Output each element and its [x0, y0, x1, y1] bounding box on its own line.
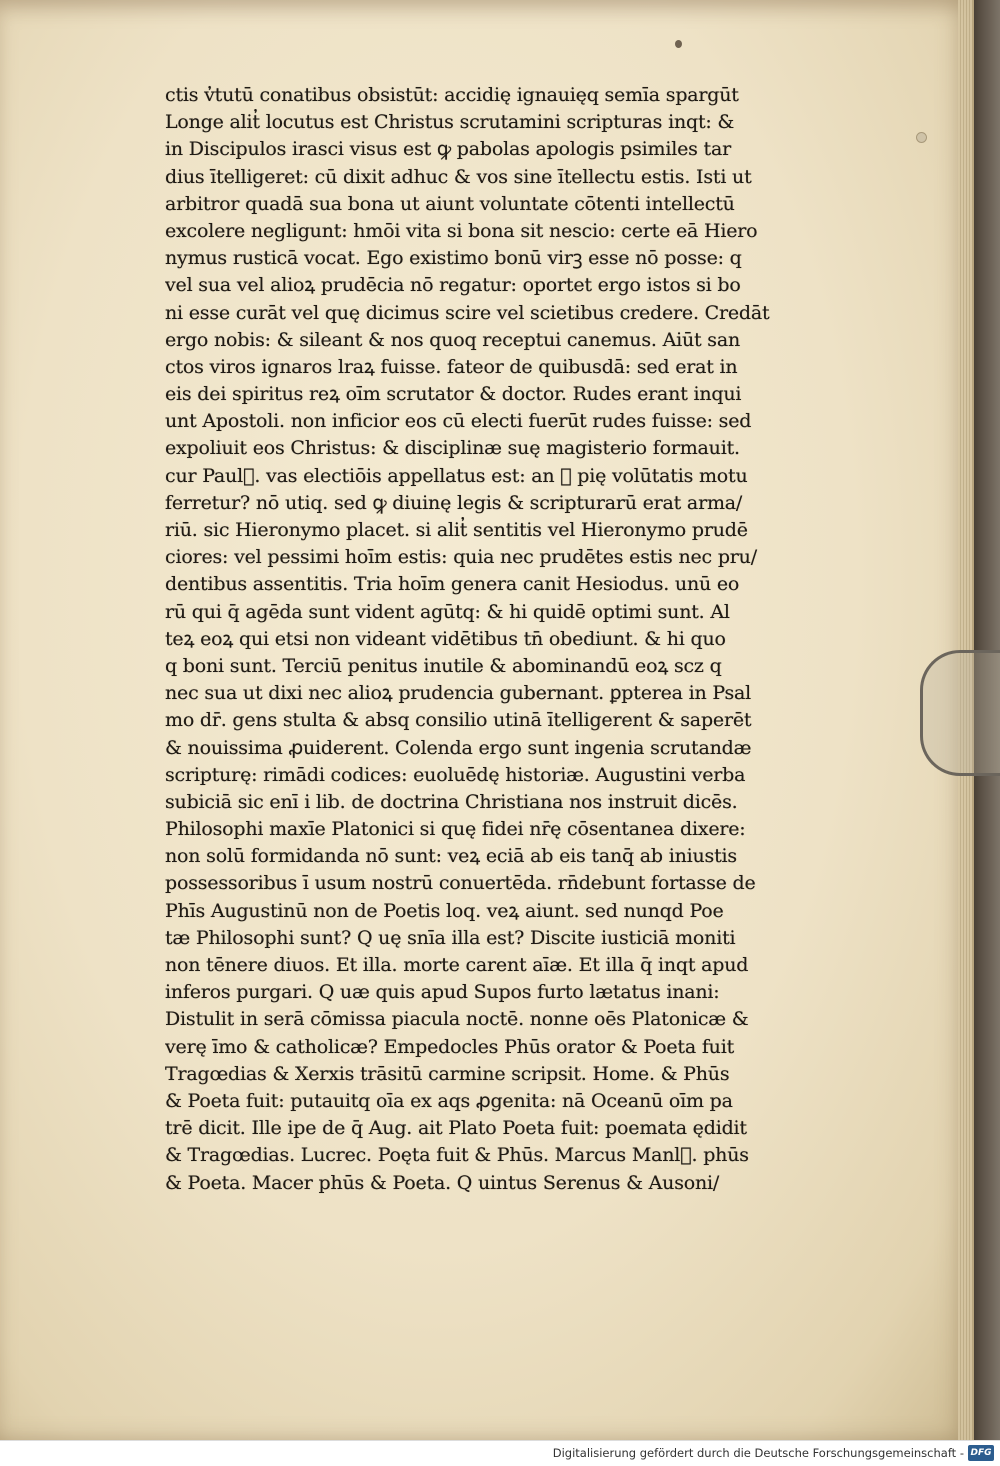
text-line: dentibus assentitis. Tria hoīm genera canit Hesiodus. unū eo [165, 573, 740, 596]
text-line: excolere negligunt: hmōi vita si bona sit nescio: certe eā Hiero [165, 219, 758, 242]
text-line: tæ Philosophi sunt? Q uę snīa illa est? Discite iusticiā moniti [165, 926, 736, 949]
text-line: teꝝ eoꝝ qui etsi non videant vidētibus tn̄ obediunt. & hi quo [165, 627, 726, 650]
text-line: cur Paul᷑. vas electiōis appellatus est: an ꝙ pię volūtatis motu [165, 464, 748, 487]
text-line: trē dicit. Ille ipe de q̄ Aug. ait Plato Poeta fuit: poemata ędidit [165, 1117, 747, 1140]
text-line: eis dei spiritus reꝝ oīm scrutator & doctor. Rudes erant inqui [165, 383, 742, 406]
paper-hole [916, 132, 927, 143]
text-line: non solū formidanda nō sunt: veꝝ eciā ab eis tanq̄ ab iniustis [165, 845, 737, 868]
text-line: subiciā sic enī i lib. de doctrina Christiana nos instruit dicēs. [165, 790, 738, 813]
text-line: mo dr̄. gens stulta & absq consilio utinā ītelligerent & saperēt [165, 709, 752, 732]
footer-bar [0, 1440, 1000, 1466]
funding-note: Digitalisierung gefördert durch die Deutsche Forschungsgemeinschaft - [552, 1446, 964, 1460]
text-line: Philosophi maxīe Platonici si quę fidei nr̄ę cōsentanea dixere: [165, 818, 746, 841]
text-line: ctis v̓tutū conatibus obsistūt: accidię ignauięq semīa spargūt [165, 84, 739, 106]
text-line: ni esse curāt vel quę dicimus scire vel scietibus credere. Credāt [165, 301, 770, 324]
text-line: vel sua vel alioꝝ prudēcia nō regatur: oportet ergo istos si bo [165, 274, 741, 297]
text-line: riū. sic Hieronymo placet. si alit̓ sentitis vel Hieronymo prudē [165, 519, 748, 541]
text-line: non tēnere diuos. Et illa. morte carent aīæ. Et illa q̄ inqt apud [165, 954, 749, 976]
text-line: ciores: vel pessimi hoīm estis: quia nec prudētes estis nec pru/ [165, 546, 757, 569]
text-line: Longe alit̓ locutus est Christus scrutamini scripturas inqt: & [165, 111, 735, 134]
text-line: & nouissima ꝓuiderent. Colenda ergo sunt ingenia scrutandæ [165, 736, 752, 759]
text-line: rū qui q̄ agēda sunt vident agūtq: & hi quidē optimi sunt. Al [165, 600, 730, 623]
text-line: & Tragœdias. Lucrec. Poęta fuit & Phūs. Marcus Manl᷑. phūs [165, 1144, 749, 1167]
text-line: nymus rusticā vocat. Ego existimo bonū virꝫ esse nō posse: q [165, 247, 742, 270]
text-line: inferos purgari. Q uæ quis apud Supos furto lætatus inani: [165, 981, 720, 1004]
text-line: in Discipulos irasci visus est ꝙ pabolas apologis psimiles tar [165, 138, 731, 161]
text-line: q boni sunt. Terciū penitus inutile & abominandū eoꝝ scz q [165, 654, 722, 677]
ink-spot [675, 40, 682, 48]
text-line: ferretur? nō utiq. sed ꝙ diuinę legis & scripturarū erat arma/ [165, 491, 743, 514]
text-line: Tragœdias & Xerxis trāsitū carmine scripsit. Home. & Phūs [165, 1062, 730, 1085]
text-line: arbitror quadā sua bona ut aiunt voluntate cōtenti intellectū [165, 192, 735, 215]
printed-text-block [165, 82, 815, 1197]
text-line: nec sua ut dixi nec alioꝝ prudencia gubernant. ꝑpterea in Psal [165, 682, 752, 705]
text-line: & Poeta fuit: putauitq oīa ex aqs ꝓgenita: nā Oceanū oīm pa [165, 1089, 733, 1112]
page-clip-icon [920, 650, 1000, 776]
text-line: Phīs Augustinū non de Poetis loq. veꝝ aiunt. sed nunqd Poe [165, 899, 724, 922]
text-line: scripturę: rimādi codices: euoluēdę historiæ. Augustini verba [165, 763, 746, 786]
text-line: ergo nobis: & sileant & nos quoq receptui canemus. Aiūt san [165, 328, 740, 351]
text-line: unt Apostoli. non inficior eos cū electi fuerūt rudes fuisse: sed [165, 410, 752, 433]
text-line: dius ītelligeret: cū dixit adhuc & vos sine ītellectu estis. Isti ut [165, 165, 752, 188]
text-line: verę īmo & catholicæ? Empedocles Phūs orator & Poeta fuit [165, 1035, 735, 1058]
text-line: & Poeta. Macer phūs & Poeta. Q uintus Serenus & Ausoni/ [165, 1171, 720, 1194]
dfg-logo-icon: DFG [968, 1445, 994, 1461]
text-line: Distulit in serā cōmissa piacula noctē. nonne oēs Platonicæ & [165, 1008, 749, 1031]
text-line: possessoribus ī usum nostrū conuertēda. rn̄debunt fortasse de [165, 872, 756, 895]
text-line: ctos viros ignaros lraꝝ fuisse. fateor de quibusdā: sed erat in [165, 355, 738, 378]
text-line: expoliuit eos Christus: & disciplinæ suę magisterio formauit. [165, 437, 740, 460]
